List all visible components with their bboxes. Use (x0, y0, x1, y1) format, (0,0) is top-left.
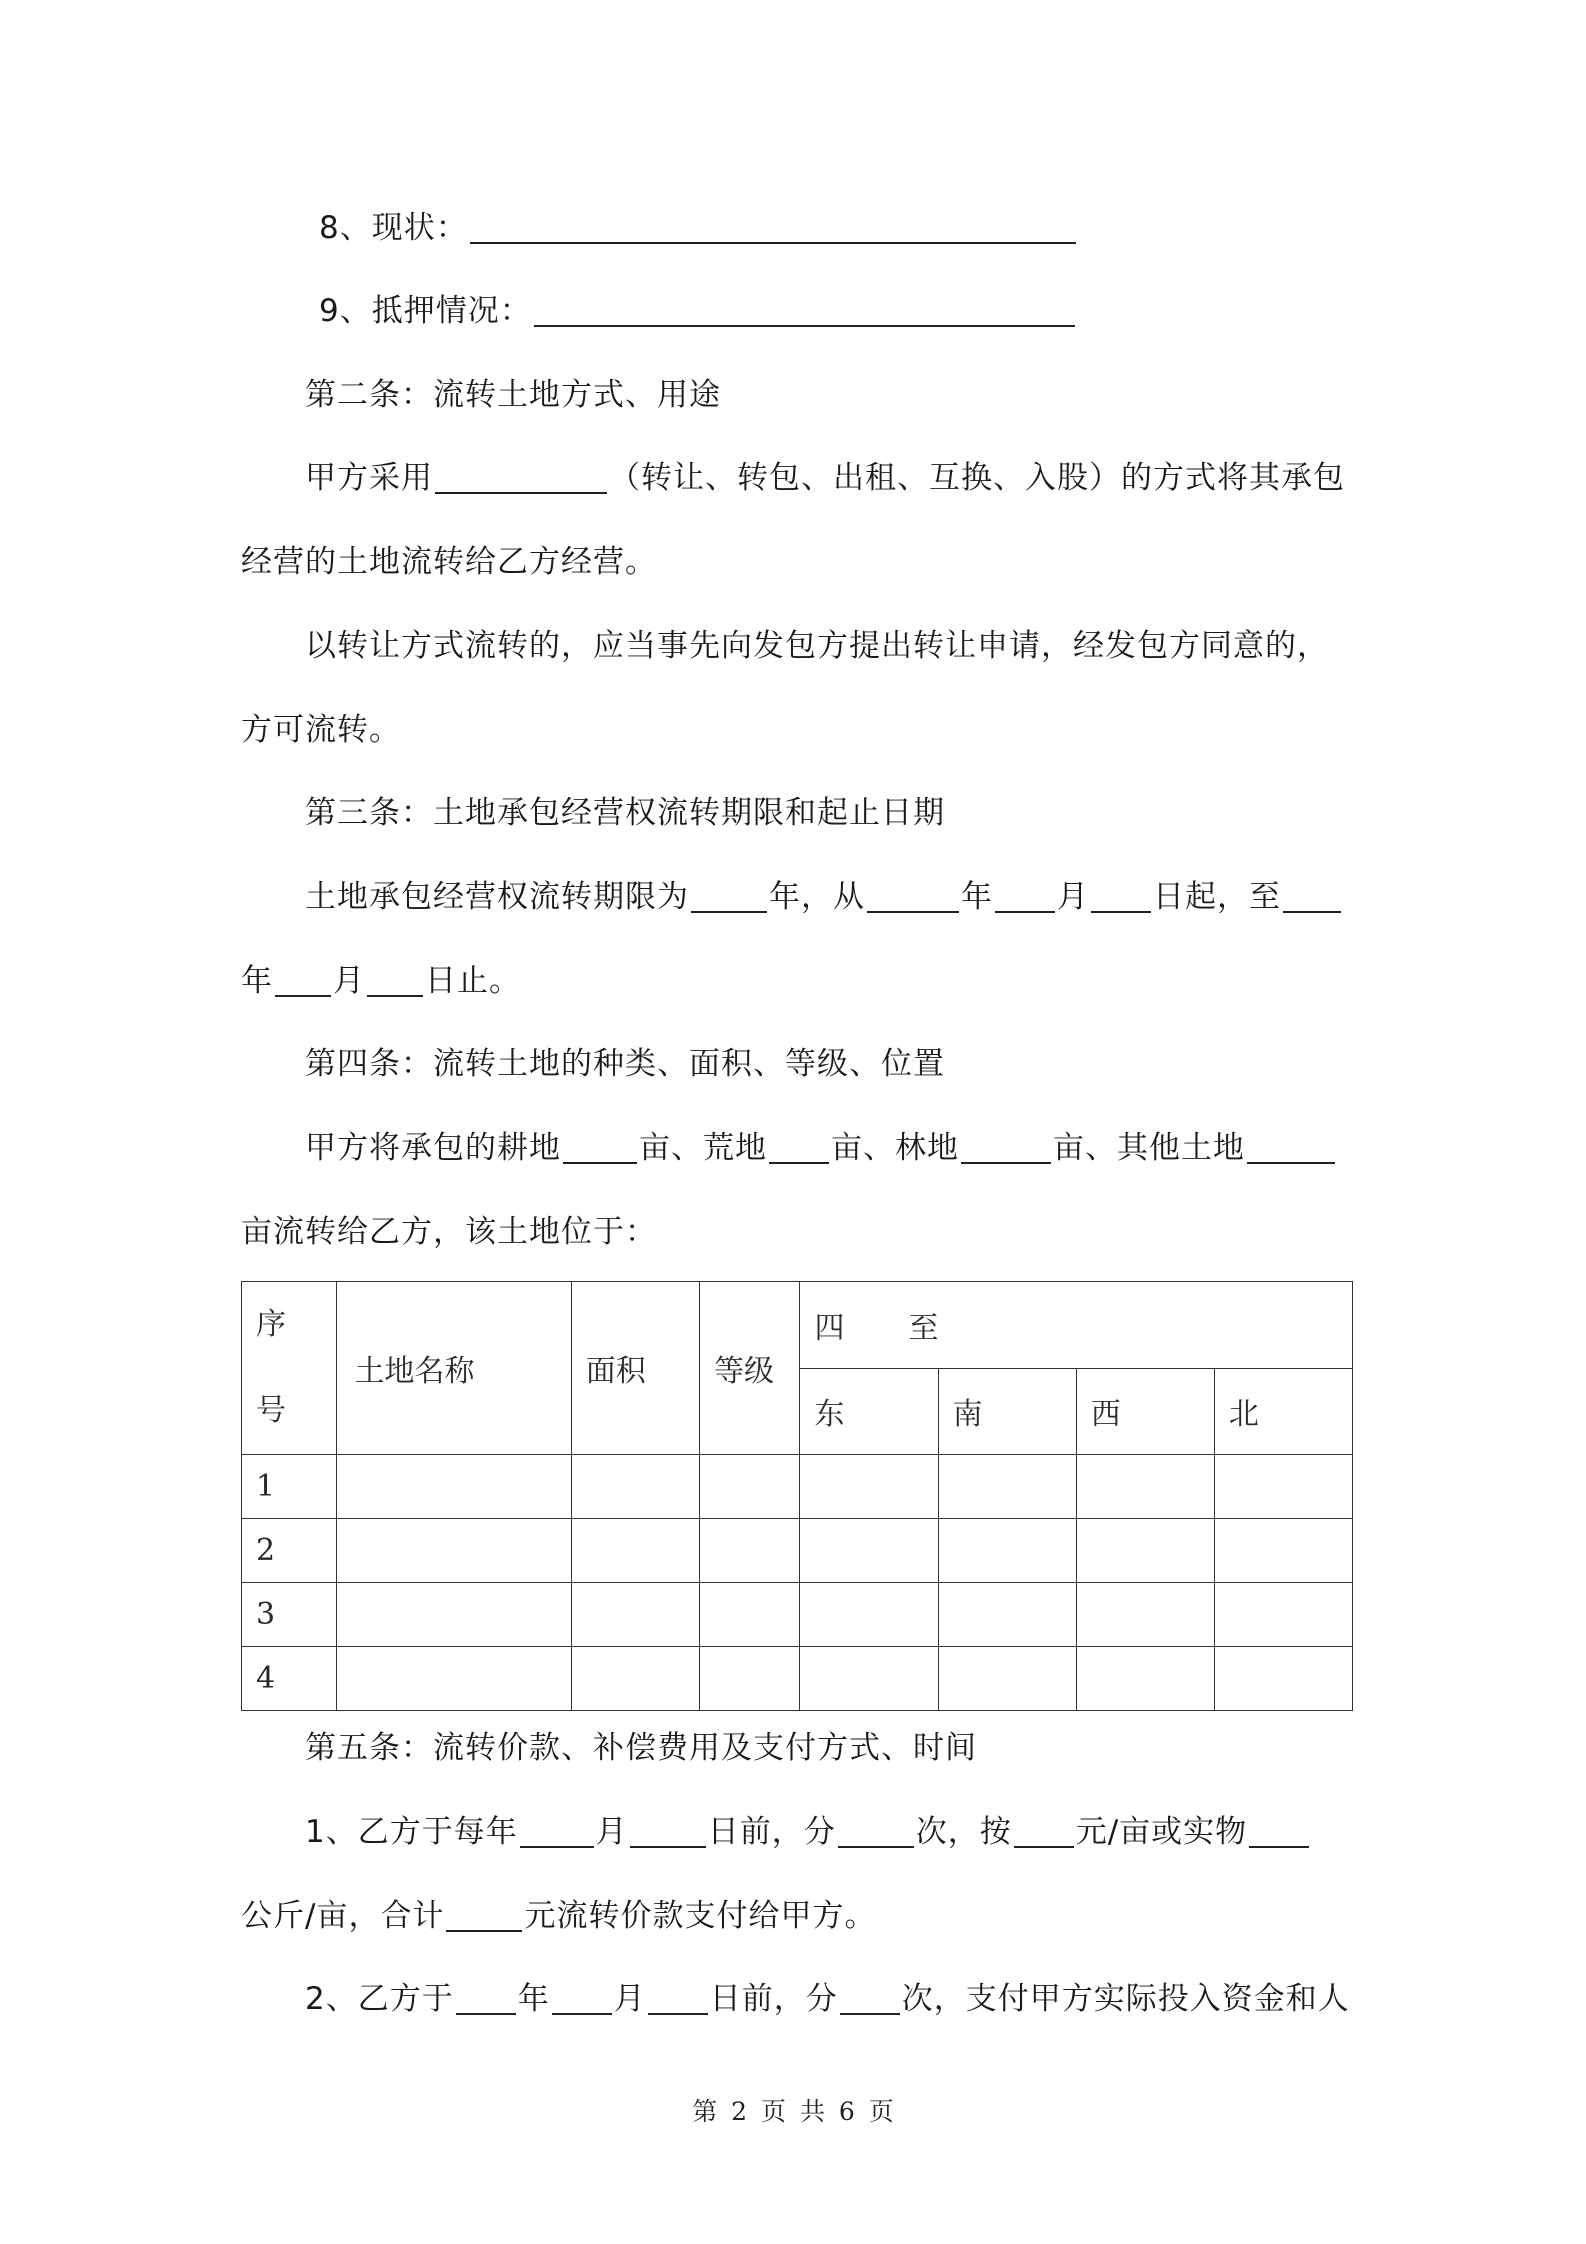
cell[interactable] (571, 1455, 699, 1519)
text: 2、乙方于 (305, 1981, 454, 2017)
blank-total-yuan[interactable] (446, 1900, 522, 1932)
item-9-line (319, 289, 1077, 333)
blank-comp-day[interactable] (648, 1983, 708, 2015)
blank-end-day[interactable] (367, 965, 423, 997)
blank-comp-times[interactable] (840, 1983, 900, 2015)
text: 日前，分 (709, 1981, 838, 2017)
article-5-heading: 第五条：流转价款、补偿费用及支付方式、时间 (305, 1730, 977, 1766)
blank-pay-day[interactable] (630, 1816, 706, 1848)
header-west: 西 (1076, 1368, 1214, 1455)
article-2-para-1-cont: 经营的土地流转给乙方经营。 (241, 544, 657, 580)
text: 日前，分 (707, 1814, 836, 1850)
header-north: 北 (1214, 1368, 1352, 1455)
text: 年，从 (769, 879, 865, 915)
header-grade: 等级 (700, 1282, 800, 1455)
cell[interactable] (1214, 1519, 1352, 1583)
row-seq: 1 (242, 1455, 337, 1519)
article-2-para-2-cont: 方可流转。 (241, 712, 401, 748)
blank-wasteland[interactable] (769, 1132, 829, 1164)
header-bounds-1: 四 (814, 1310, 845, 1346)
article-3-para-1-cont (241, 959, 521, 1003)
text: 年 (961, 879, 993, 915)
article-5-item-2 (305, 1977, 1350, 2021)
page-footer: 第 2 页 共 6 页 (692, 2097, 894, 2126)
cell[interactable] (700, 1647, 800, 1711)
text: 年 (241, 963, 273, 999)
blank-forest[interactable] (961, 1132, 1051, 1164)
text: 次，按 (915, 1814, 1012, 1850)
cell[interactable] (336, 1583, 571, 1647)
cell[interactable] (800, 1647, 938, 1711)
blank-pay-times[interactable] (838, 1816, 914, 1848)
article-5-item-1-cont (241, 1894, 876, 1938)
item-8-label: 8、现状： (319, 210, 468, 246)
text: 元/亩或实物 (1075, 1814, 1248, 1850)
blank-comp-year[interactable] (456, 1983, 516, 2015)
text: （转让、转包、出租、互换、入股）的方式将其承包 (609, 460, 1345, 496)
cell[interactable] (700, 1519, 800, 1583)
cell[interactable] (336, 1647, 571, 1711)
cell[interactable] (1076, 1455, 1214, 1519)
cell[interactable] (938, 1647, 1076, 1711)
table-row (242, 1647, 1353, 1711)
article-3-heading: 第三条：土地承包经营权流转期限和起止日期 (305, 795, 945, 831)
text: 年 (517, 1981, 550, 2017)
text: 公斤/亩，合计 (241, 1898, 445, 1934)
article-2-para-2: 以转让方式流转的，应当事先向发包方提出转让申请，经发包方同意的， (305, 628, 1329, 664)
table-row (242, 1455, 1353, 1519)
row-seq: 3 (242, 1583, 337, 1647)
blank-end-month[interactable] (275, 965, 331, 997)
row-seq: 4 (242, 1647, 337, 1711)
blank-comp-month[interactable] (552, 1983, 612, 2015)
blank-farmland[interactable] (563, 1132, 637, 1164)
blank-transfer-method[interactable] (435, 462, 607, 494)
article-3-para-1 (305, 875, 1343, 919)
cell[interactable] (700, 1583, 800, 1647)
cell[interactable] (1214, 1647, 1352, 1711)
blank-start-month[interactable] (995, 881, 1055, 913)
row-seq: 2 (242, 1519, 337, 1583)
header-seq-top: 序 (256, 1307, 286, 1342)
cell[interactable] (800, 1455, 938, 1519)
text: 日起，至 (1153, 879, 1281, 915)
cell[interactable] (700, 1455, 800, 1519)
item-8-line (319, 206, 1078, 250)
cell[interactable] (1214, 1455, 1352, 1519)
header-name: 土地名称 (336, 1282, 571, 1455)
article-4-heading: 第四条：流转土地的种类、面积、等级、位置 (305, 1046, 945, 1082)
cell[interactable] (1076, 1519, 1214, 1583)
article-2-heading: 第二条：流转土地方式、用途 (305, 377, 721, 413)
article-5-item-1 (305, 1810, 1311, 1854)
text: 甲方将承包的耕地 (305, 1130, 561, 1166)
blank-end-year[interactable] (1283, 881, 1341, 913)
blank-kg-per-mu[interactable] (1249, 1816, 1309, 1848)
blank-pay-month[interactable] (520, 1816, 594, 1848)
text: 亩、荒地 (639, 1130, 767, 1166)
land-table (241, 1281, 1353, 1711)
cell[interactable] (571, 1519, 699, 1583)
blank-other-land[interactable] (1247, 1132, 1335, 1164)
table-row (242, 1583, 1353, 1647)
blank-start-year[interactable] (867, 881, 959, 913)
header-seq-bottom: 号 (256, 1393, 286, 1428)
text: 次，支付甲方实际投入资金和人 (901, 1981, 1350, 2017)
article-2-para-1 (305, 456, 1345, 500)
header-seq (242, 1282, 337, 1455)
blank-status[interactable] (470, 212, 1076, 244)
text: 月 (595, 1814, 628, 1850)
cell[interactable] (938, 1583, 1076, 1647)
text: 亩、其他土地 (1053, 1130, 1245, 1166)
header-bounds (800, 1282, 1353, 1369)
blank-yuan-per-mu[interactable] (1014, 1816, 1074, 1848)
cell[interactable] (336, 1519, 571, 1583)
cell[interactable] (1214, 1583, 1352, 1647)
text: 月 (333, 963, 365, 999)
header-bounds-2: 至 (908, 1310, 939, 1346)
article-4-para-1 (305, 1126, 1337, 1170)
cell[interactable] (1076, 1647, 1214, 1711)
cell[interactable] (800, 1519, 938, 1583)
cell[interactable] (571, 1583, 699, 1647)
cell[interactable] (938, 1519, 1076, 1583)
blank-mortgage[interactable] (534, 295, 1075, 327)
cell[interactable] (938, 1455, 1076, 1519)
text: 月 (1057, 879, 1089, 915)
text: 亩、林地 (831, 1130, 959, 1166)
header-area: 面积 (571, 1282, 699, 1455)
item-9-label: 9、抵押情况： (319, 293, 532, 329)
header-east: 东 (800, 1368, 938, 1455)
table-row (242, 1519, 1353, 1583)
text: 土地承包经营权流转期限为 (305, 879, 689, 915)
blank-start-day[interactable] (1091, 881, 1151, 913)
text: 甲方采用 (305, 460, 433, 496)
text: 元流转价款支付给甲方。 (524, 1898, 877, 1934)
text: 日止。 (425, 963, 521, 999)
cell[interactable] (1076, 1583, 1214, 1647)
cell[interactable] (800, 1583, 938, 1647)
blank-years[interactable] (691, 881, 767, 913)
article-4-para-2: 亩流转给乙方，该土地位于： (241, 1214, 657, 1250)
cell[interactable] (336, 1455, 571, 1519)
cell[interactable] (571, 1647, 699, 1711)
text: 1、乙方于每年 (305, 1814, 518, 1850)
header-south: 南 (938, 1368, 1076, 1455)
text: 月 (613, 1981, 646, 2017)
